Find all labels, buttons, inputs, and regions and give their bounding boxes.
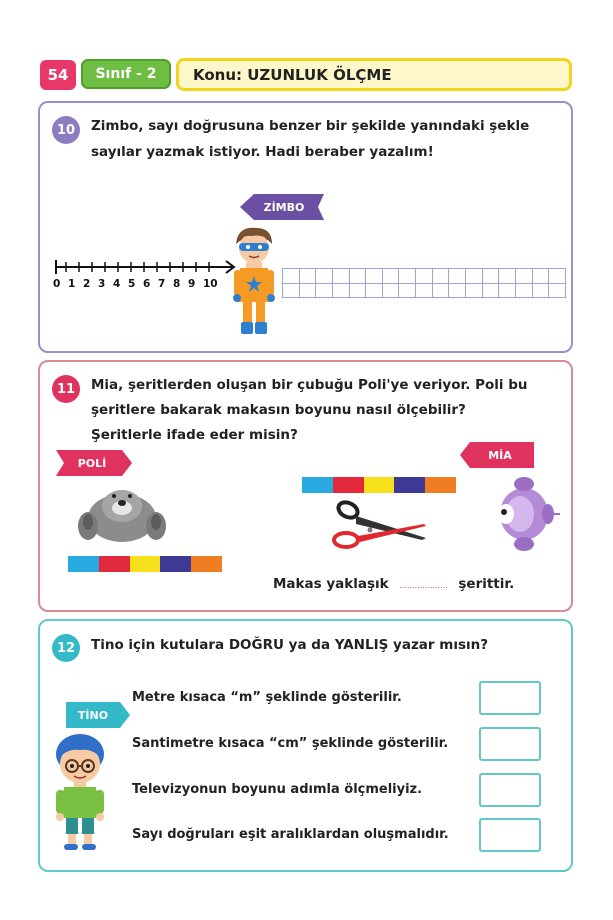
page-number: 54	[40, 60, 76, 90]
number-label: 7	[158, 278, 166, 290]
poli-tag-label: POLİ	[77, 456, 107, 470]
strip-segment	[191, 556, 222, 572]
strip-segment	[160, 556, 191, 572]
strip-segment	[130, 556, 161, 572]
strip-segment	[364, 477, 395, 493]
mia-tag-label: MİA	[488, 448, 512, 462]
number-label: 9	[188, 278, 196, 290]
answer-prefix: Makas yaklaşık	[273, 576, 389, 592]
scissors-answer	[273, 576, 514, 592]
question-11-line-2: şeritlere bakarak makasın boyunu nasıl ölçebilir?	[91, 402, 466, 418]
zimbo-character	[226, 222, 282, 338]
number-label: 5	[128, 278, 136, 290]
topic-title: Konu: UZUNLUK ÖLÇME	[176, 58, 572, 91]
grid-midline	[282, 283, 566, 284]
strip-segment	[425, 477, 456, 493]
statement-1: Metre kısaca “m” şeklinde gösterilir.	[132, 690, 402, 705]
question-12-number: 12	[52, 634, 80, 662]
mia-strip-bar	[302, 477, 456, 493]
number-label: 2	[83, 278, 91, 290]
number-label: 3	[98, 278, 106, 290]
strip-segment	[99, 556, 130, 572]
tino-tag-label: TİNO	[77, 708, 109, 722]
answer-box-2[interactable]	[479, 727, 541, 761]
answer-box-3[interactable]	[479, 773, 541, 807]
strip-segment	[68, 556, 99, 572]
poli-strip-bar	[68, 556, 222, 572]
answer-suffix: şerittir.	[458, 576, 515, 592]
statement-4: Sayı doğruları eşit aralıklardan oluşmalıdır.	[132, 827, 449, 842]
question-11-line-1: Mia, şeritlerden oluşan bir çubuğu Poli'ye veriyor. Poli bu	[91, 377, 528, 393]
strip-segment	[394, 477, 425, 493]
number-label: 4	[113, 278, 121, 290]
number-label: 1	[68, 278, 76, 290]
question-10-line-1: Zimbo, sayı doğrusuna benzer bir şekilde yanındaki şekle	[91, 118, 530, 134]
strip-segment	[302, 477, 333, 493]
question-11-number: 11	[52, 375, 80, 403]
statement-3: Televizyonun boyunu adımla ölçmeliyiz.	[132, 782, 423, 797]
scissors-icon	[328, 496, 432, 552]
answer-box-1[interactable]	[479, 681, 541, 715]
zimbo-tag-label: ZİMBO	[263, 200, 305, 214]
statement-2: Santimetre kısaca “cm” şeklinde gösterilir.	[132, 736, 449, 751]
answer-blank[interactable]: ...................	[399, 581, 448, 590]
question-10-number: 10	[52, 116, 80, 144]
question-10-card	[38, 101, 573, 353]
tino-character	[48, 730, 112, 854]
question-11-line-3: Şeritlerle ifade eder misin?	[91, 427, 298, 443]
strip-segment	[333, 477, 364, 493]
poli-character	[76, 478, 168, 544]
question-12-line-1: Tino için kutulara DOĞRU ya da YANLIŞ yazar mısın?	[91, 637, 489, 653]
class-label: Sınıf - 2	[81, 59, 171, 89]
answer-box-4[interactable]	[479, 818, 541, 852]
mia-character	[490, 474, 562, 554]
number-label: 8	[173, 278, 181, 290]
question-10-line-2: sayılar yazmak istiyor. Hadi beraber yazalım!	[91, 144, 434, 160]
number-label: 10	[203, 278, 218, 290]
number-label: 6	[143, 278, 151, 290]
number-label: 0	[53, 278, 61, 290]
